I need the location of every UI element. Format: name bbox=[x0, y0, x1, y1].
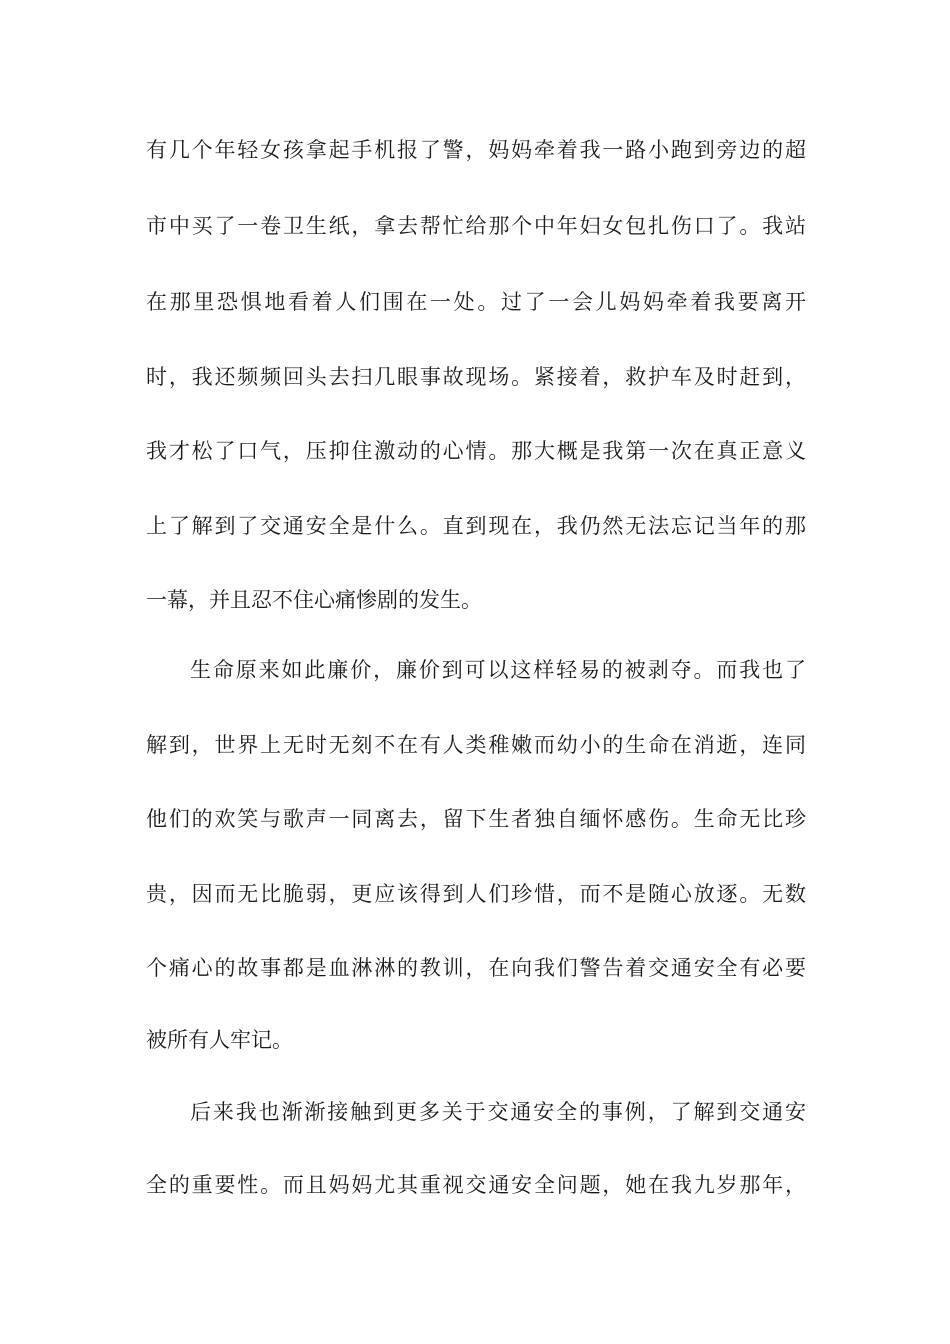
paragraph-first-line: 生命原来如此廉价，廉价到可以这样轻易的被剥夺。而我也了 bbox=[190, 658, 806, 682]
text-line: 个痛心的故事都是血淋淋的教训，在向我们警告着交通安全有必要 bbox=[146, 956, 806, 980]
text-line: 时，我还频频回头去扫几眼事故现场。紧接着，救护车及时赶到， bbox=[146, 365, 806, 389]
text-line: 市中买了一卷卫生纸，拿去帮忙给那个中年妇女包扎伤口了。我站 bbox=[146, 214, 806, 238]
paragraph-first-line: 后来我也渐渐接触到更多关于交通安全的事例，了解到交通安 bbox=[190, 1100, 806, 1124]
text-line: 全的重要性。而且妈妈尤其重视交通安全问题，她在我九岁那年， bbox=[146, 1173, 806, 1197]
text-line: 上了解到了交通安全是什么。直到现在，我仍然无法忘记当年的那 bbox=[146, 514, 806, 538]
text-line: 我才松了口气，压抑住激动的心情。那大概是我第一次在真正意义 bbox=[146, 439, 806, 463]
text-line: 他们的欢笑与歌声一同离去，留下生者独自缅怀感伤。生命无比珍 bbox=[146, 807, 806, 831]
text-line: 解到，世界上无时无刻不在有人类稚嫩而幼小的生命在消逝，连同 bbox=[146, 733, 806, 757]
text-line: 贵，因而无比脆弱，更应该得到人们珍惜，而不是随心放逐。无数 bbox=[146, 882, 806, 906]
text-line: 一幕，并且忍不住心痛惨剧的发生。 bbox=[146, 588, 482, 612]
text-line: 在那里恐惧地看着人们围在一处。过了一会儿妈妈牵着我要离开 bbox=[146, 290, 806, 314]
text-line: 有几个年轻女孩拿起手机报了警，妈妈牵着我一路小跑到旁边的超 bbox=[146, 138, 806, 162]
text-line: 被所有人牢记。 bbox=[146, 1028, 293, 1052]
